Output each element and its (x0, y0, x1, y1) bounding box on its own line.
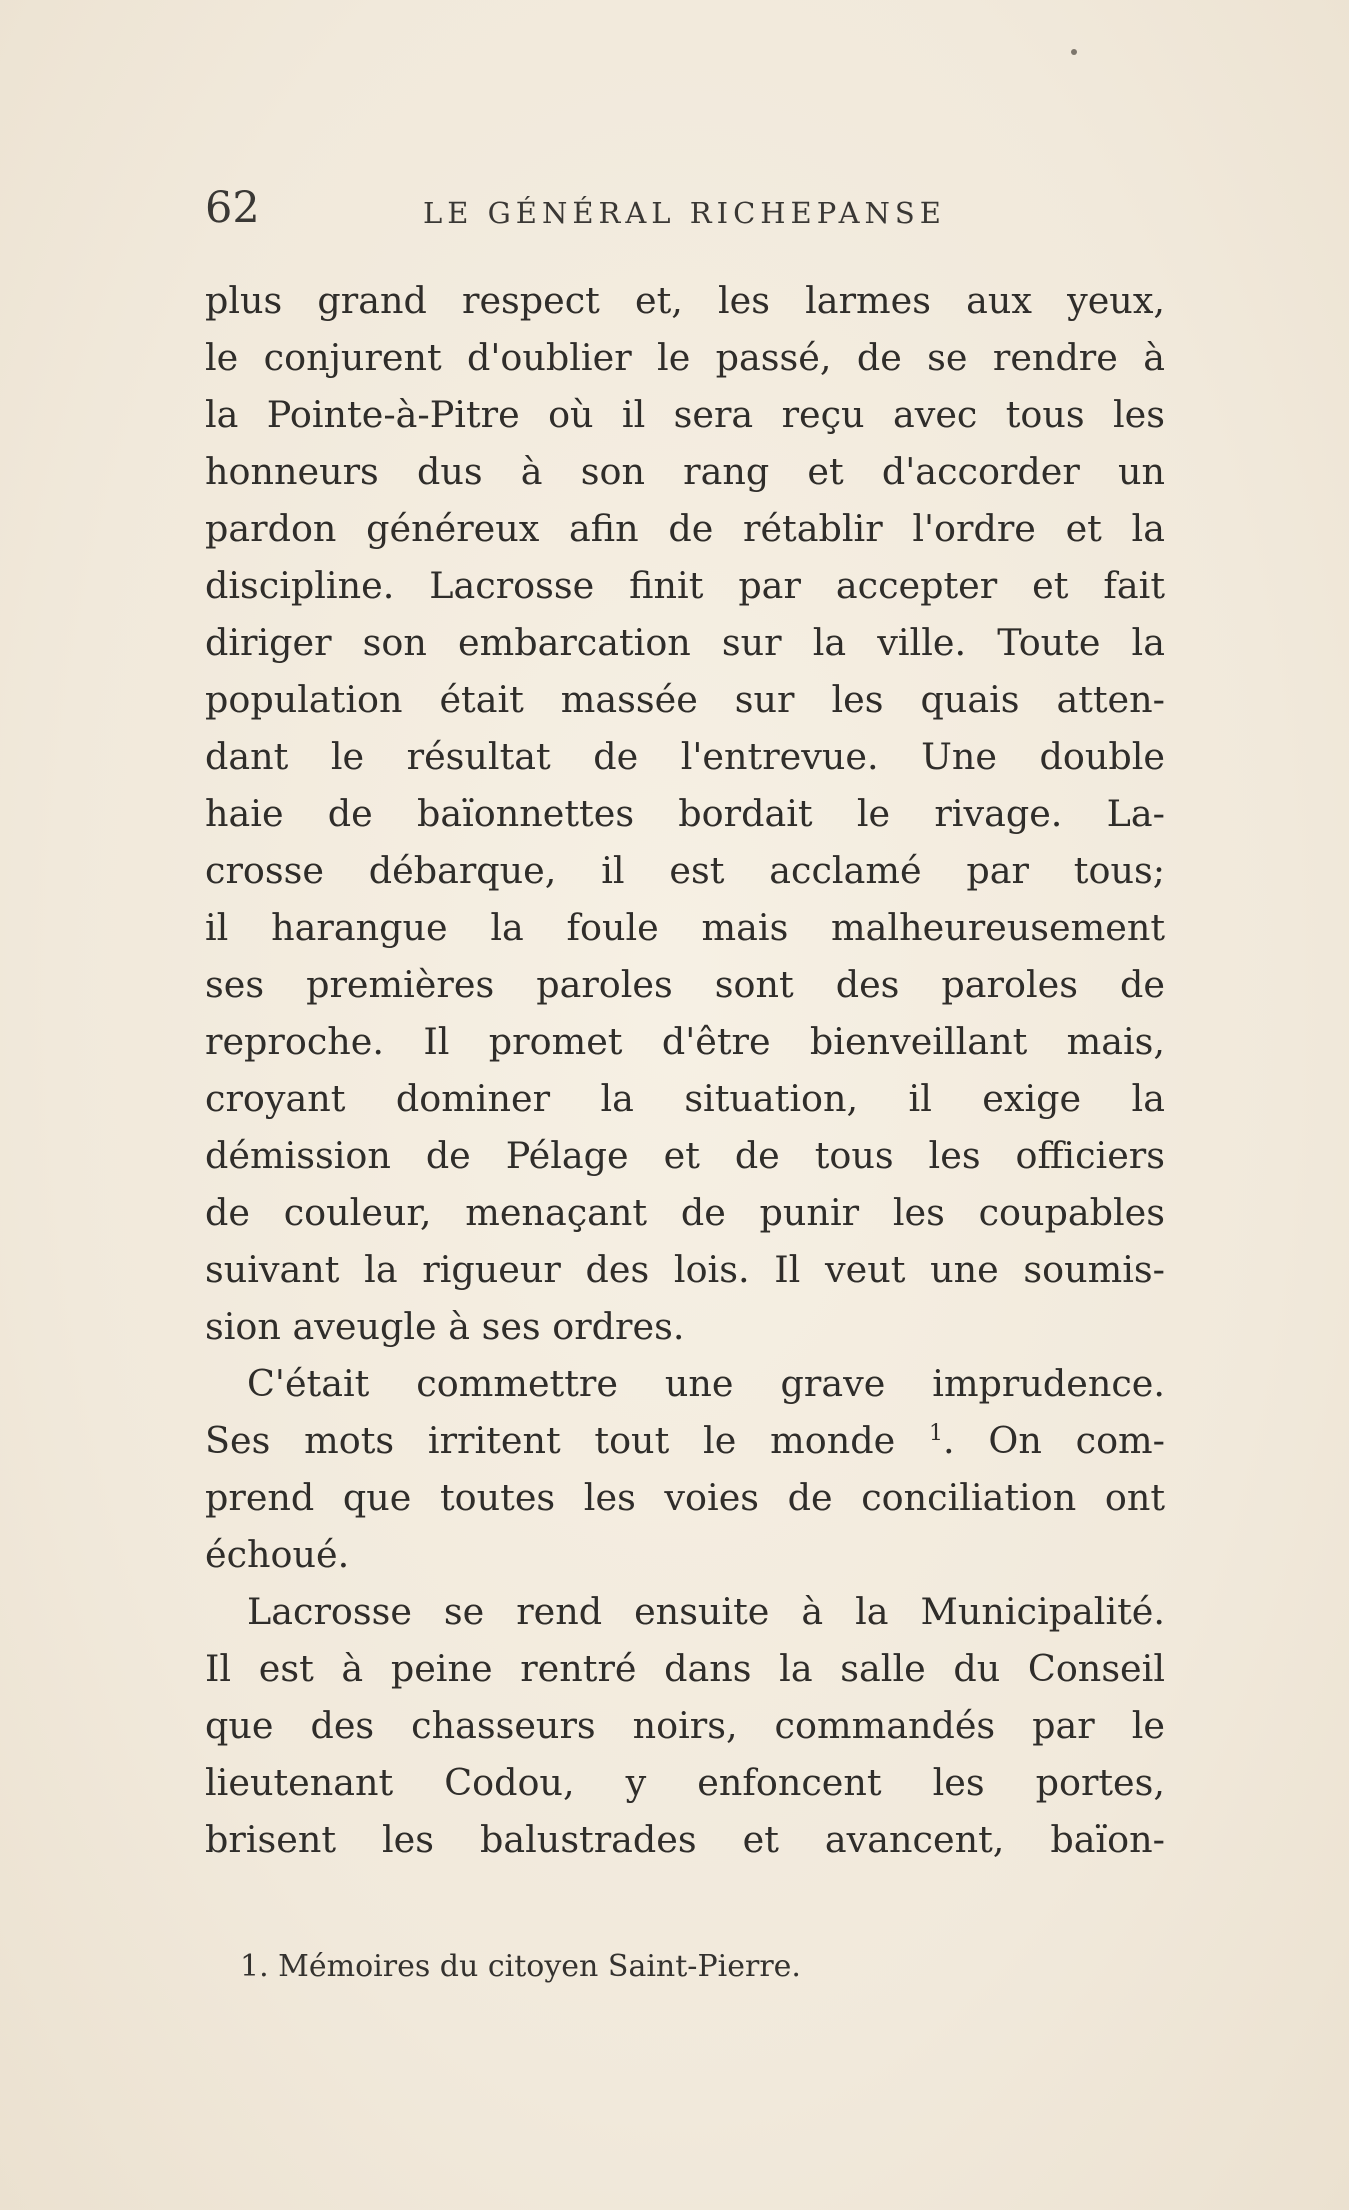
text-line: prend que toutes les voies de conciliation ont (205, 1476, 1165, 1519)
text-line: suivant la rigueur des lois. Il veut une soumis- (205, 1248, 1165, 1291)
text-fragment: Ses mots irritent tout le monde (205, 1419, 896, 1462)
text-line: crosse débarque, il est acclamé par tous; (205, 849, 1165, 892)
running-title: LE GÉNÉRAL RICHEPANSE (423, 196, 946, 230)
text-line: Lacrosse se rend ensuite à la Municipalité. (247, 1590, 1165, 1633)
page-header (205, 183, 1165, 243)
text-fragment: . On com- (943, 1419, 1166, 1462)
text-line: de couleur, menaçant de punir les coupables (205, 1191, 1165, 1234)
text-line: Il est à peine rentré dans la salle du Conseil (205, 1647, 1165, 1690)
text-line: diriger son embarcation sur la ville. Toute la (205, 621, 1165, 664)
footnote: 1. Mémoires du citoyen Saint-Pierre. (240, 1949, 801, 1984)
text-line: il harangue la foule mais malheureusement (205, 906, 1165, 949)
text-line: C'était commettre une grave imprudence. (247, 1362, 1165, 1405)
text-line: dant le résultat de l'entrevue. Une double (205, 735, 1165, 778)
text-line: lieutenant Codou, y enfoncent les portes, (205, 1761, 1165, 1804)
text-line: croyant dominer la situation, il exige la (205, 1077, 1165, 1120)
body-text (205, 272, 1165, 1868)
text-line: démission de Pélage et de tous les officiers (205, 1134, 1165, 1177)
text-line: ses premières paroles sont des paroles de (205, 963, 1165, 1006)
text-line-with-note (205, 1412, 1165, 1469)
text-line: honneurs dus à son rang et d'accorder un (205, 450, 1165, 493)
text-line: pardon généreux afin de rétablir l'ordre et la (205, 507, 1165, 550)
text-line: la Pointe-à-Pitre où il sera reçu avec tous les (205, 393, 1165, 436)
text-line: échoué. (205, 1533, 350, 1576)
text-line: discipline. Lacrosse finit par accepter et fait (205, 564, 1165, 607)
paper-speck (1071, 49, 1077, 55)
text-line: reproche. Il promet d'être bienveillant mais, (205, 1020, 1165, 1063)
text-line: que des chasseurs noirs, commandés par le (205, 1704, 1165, 1747)
text-line: brisent les balustrades et avancent, baïon- (205, 1818, 1165, 1861)
footnote-reference: 1 (929, 1420, 943, 1446)
text-line: le conjurent d'oublier le passé, de se rendre à (205, 336, 1165, 379)
text-line: plus grand respect et, les larmes aux yeux, (205, 279, 1165, 322)
text-line: haie de baïonnettes bordait le rivage. La- (205, 792, 1165, 835)
page-number: 62 (205, 183, 260, 233)
text-line: sion aveugle à ses ordres. (205, 1305, 685, 1348)
text-line: population était massée sur les quais atten- (205, 678, 1165, 721)
